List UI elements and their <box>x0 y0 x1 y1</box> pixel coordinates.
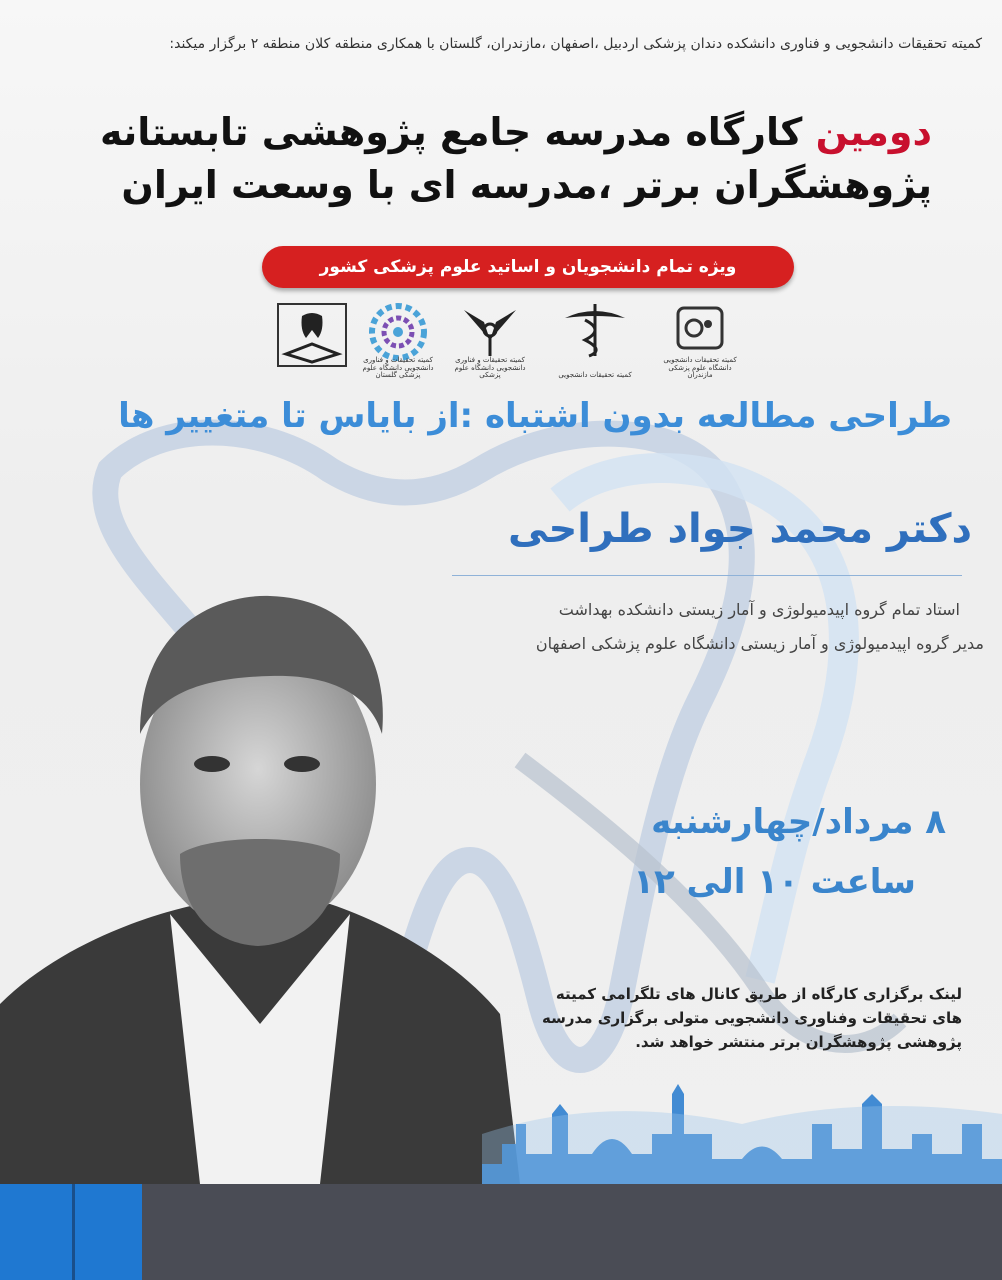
logo-caption: کمیته تحقیقات و فناوری دانشجویی دانشگاه علوم پزشکی گلستان <box>362 355 434 380</box>
intro-text: کمیته تحقیقات دانشجویی و فناوری دانشکده دندان پزشکی اردبیل ،اصفهان ،مازندران، گلستان با همکاری منطقه کلان منطقه ۲ برگزار میکند: <box>169 36 982 52</box>
speaker-role-2: مدیر گروه اپیدمیولوژی و آمار زیستی دانشگاه علوم پزشکی اصفهان <box>535 634 984 653</box>
footer-bar <box>0 1184 1002 1280</box>
workshop-topic: طراحی مطالعه بدون اشتباه :از بایاس تا متغییر ها <box>118 396 952 436</box>
university-logo-icon <box>660 300 740 380</box>
speaker-name: دکتر محمد جواد طراحی <box>507 506 972 552</box>
caduceus-logo-icon <box>555 300 635 380</box>
title-accent: دومین <box>815 110 932 154</box>
footer-blue-block <box>0 1184 142 1280</box>
logo-caption: کمیته تحقیقات دانشجویی <box>558 371 632 380</box>
divider <box>452 575 962 576</box>
title-line-1 <box>72 110 932 156</box>
title-line-2: پژوهشگران برتر ،مدرسه ای با وسعت ایران <box>121 163 932 207</box>
circle-people-logo-icon <box>358 300 438 380</box>
wings-logo-icon <box>450 300 530 380</box>
title-line-1-rest: کارگاه مدرسه جامع پژوهشی تابستانه <box>99 110 816 154</box>
logo-caption: کمیته تحقیقات دانشجویی دانشگاه علوم پزشکی مازندران <box>663 355 737 380</box>
speaker-role-1: استاد تمام گروه اپیدمیولوژی و آمار زیستی دانشکده بهداشت <box>558 600 960 619</box>
city-skyline-icon <box>482 1064 1002 1184</box>
audience-badge: ویژه تمام دانشجویان و اساتید علوم پزشکی کشور <box>262 246 794 288</box>
link-announcement: لینک برگزاری کارگاه از طریق کانال های تلگرامی کمیته های تحقیقات وفناوری دانشجویی متولی برگزاری مدرسه پژوهشی پژوهشگران برتر منتشر خواهد شد. <box>542 985 962 1051</box>
logo-row <box>280 300 740 380</box>
tooth-book-logo-icon <box>272 300 352 380</box>
event-time: ساعت ۱۰ الی ۱۲ <box>633 862 916 902</box>
event-date: ۸ مرداد/چهارشنبه <box>651 802 946 842</box>
speaker-photo <box>0 584 520 1184</box>
footer-divider <box>72 1184 75 1280</box>
logo-caption: کمیته تحقیقات و فناوری دانشجویی دانشگاه علوم پزشکی <box>454 355 526 380</box>
